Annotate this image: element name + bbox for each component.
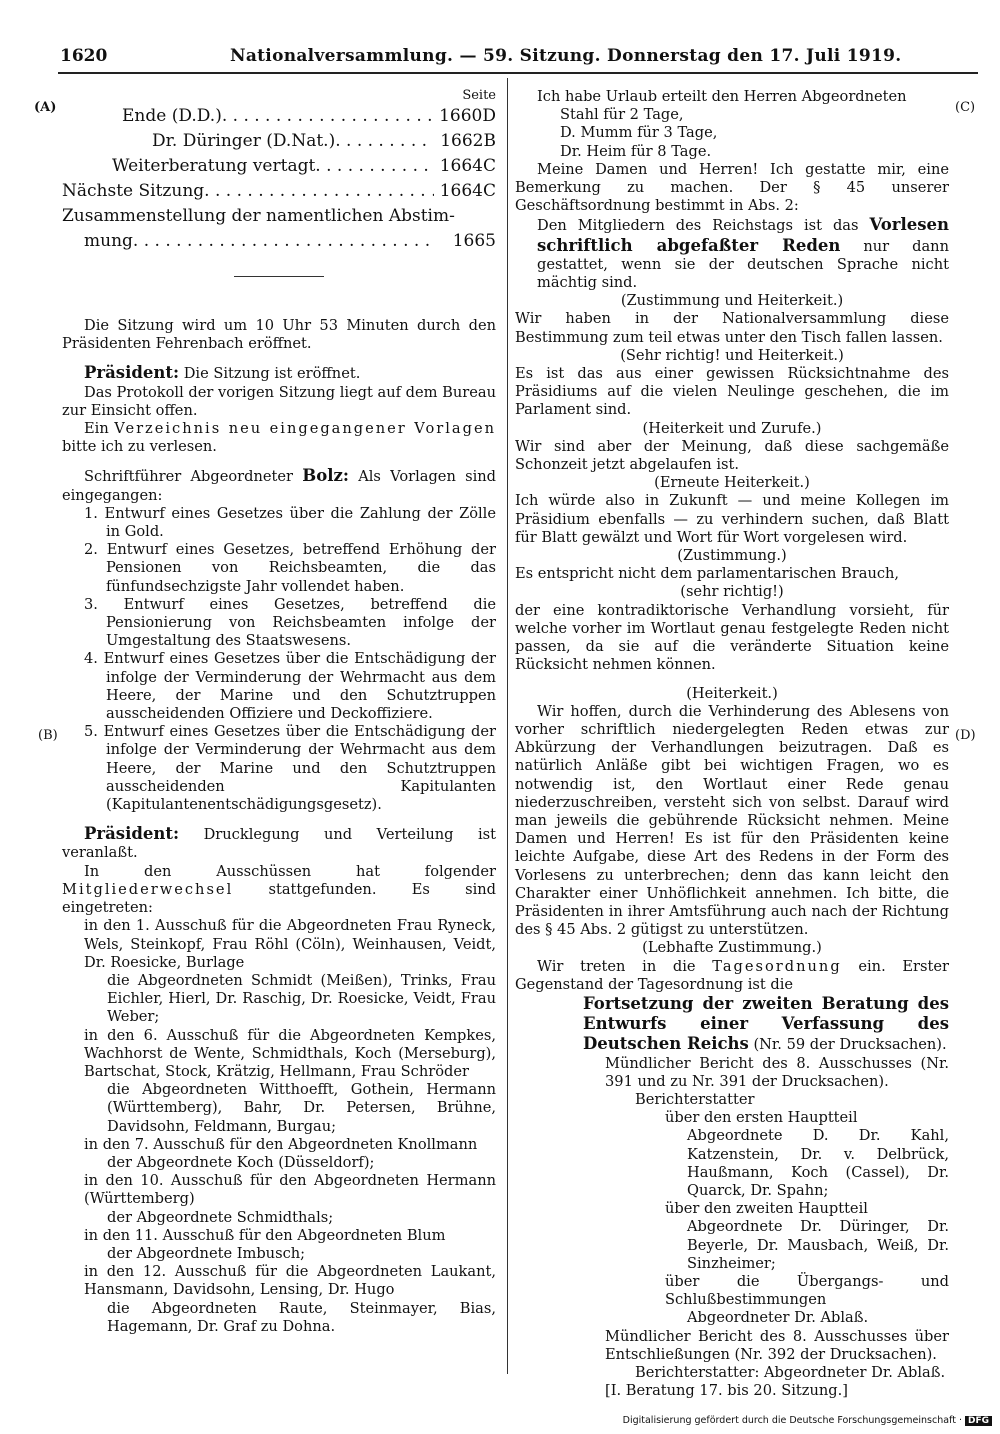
toc-label: mung bbox=[84, 231, 133, 251]
paragraph: Schriftführer Abgeordneter Bolz: Als Vorlagen sind eingegangen: bbox=[62, 466, 496, 504]
running-header bbox=[60, 44, 978, 72]
paragraph: der eine kontradiktorische Verhandlung vorsieht, für welche vorher im Wortlaut genau festgelegte Reden nicht passen, da sie auf die veränderte Situation keine Rücksicht nehmen können. bbox=[515, 601, 949, 674]
paragraph: Ein Verzeichnis neu eingegangener Vorlagen bitte ich zu verlesen. bbox=[62, 420, 497, 456]
toc-page: 1664C bbox=[439, 156, 496, 176]
committee-entry: in den 1. Ausschuß für die Abgeordneten Frau Ryneck, Wels, Steinkopf, Frau Röhl (Cöln), Weinhausen, Veidt, Dr. Roesicke, Burlage bbox=[84, 917, 496, 971]
toc-row bbox=[62, 129, 496, 154]
toc-page: 1664C bbox=[439, 181, 496, 201]
report-line: Mündlicher Bericht des 8. Ausschusses über Entschließungen (Nr. 392 der Drucksachen). bbox=[605, 1327, 949, 1363]
toc-label: Ende (D.D.) bbox=[122, 106, 222, 126]
interjection: (Sehr richtig! und Heiterkeit.) bbox=[620, 346, 844, 364]
separator-rule bbox=[234, 276, 324, 277]
quotation: Den Mitgliedern des Reichstags ist das Vorlesen schriftlich abgefaßter Reden nur dann gestattet, wenn sie der deutschen Sprache nicht mächtig sind. bbox=[537, 215, 949, 292]
report-line: Abgeordnete Dr. Düringer, Dr. Beyerle, Dr. Mausbach, Weiß, Dr. Sinzheimer; bbox=[687, 1218, 949, 1272]
speaker: Präsident: bbox=[84, 824, 180, 844]
committee-entry: die Abgeordneten Schmidt (Meißen), Trinks, Frau Eichler, Hierl, Dr. Raschig, Dr. Roesicke, Veidt, Frau Weber; bbox=[107, 971, 496, 1026]
committee-entry: der Abgeordnete Imbusch; bbox=[107, 1244, 306, 1262]
toc-page: 1662B bbox=[440, 131, 496, 151]
dfg-logo: DFG bbox=[965, 1416, 992, 1426]
paragraph: Ich habe Urlaub erteilt den Herren Abgeordneten bbox=[537, 88, 907, 105]
interjection: (Zustimmung und Heiterkeit.) bbox=[620, 292, 844, 310]
committee-entry: in den 11. Ausschuß für den Abgeordneten Blum bbox=[84, 1226, 446, 1244]
interjection: (sehr richtig!) bbox=[680, 583, 784, 601]
toc-label: Nächste Sitzung bbox=[62, 181, 205, 201]
committee-entry: in den 10. Ausschuß für den Abgeordneten Hermann (Württemberg) bbox=[84, 1172, 496, 1208]
interjection: (Lebhafte Zustimmung.) bbox=[642, 939, 822, 957]
agenda-title: Fortsetzung der zweiten Beratung des Entwurfs einer Verfassung des Deutschen Reichs bbox=[583, 993, 949, 1054]
margin-a: (A) bbox=[34, 100, 57, 115]
column-divider bbox=[507, 78, 508, 1374]
report-line: über die Übergangs- und Schlußbestimmungen bbox=[665, 1273, 949, 1309]
leave-entry: Stahl für 2 Tage, bbox=[560, 106, 684, 124]
toc-label: Weiterberatung vertagt bbox=[112, 156, 316, 176]
committee-entry: die Abgeordneten Raute, Steinmayer, Bias, Hagemann, Dr. Graf zu Dohna. bbox=[107, 1299, 496, 1335]
report-line: Abgeordnete D. Dr. Kahl, Katzenstein, Dr. v. Delbrück, Haußmann, Koch (Cassel), Dr. Quarck, Dr. Spahn; bbox=[687, 1127, 949, 1199]
interjection: (Heiterkeit und Zurufe.) bbox=[642, 419, 822, 437]
left-column bbox=[62, 88, 496, 1336]
report-line: über den zweiten Hauptteil bbox=[665, 1200, 868, 1218]
paragraph: Wir haben in der Nationalversammlung diese Bestimmung zum teil etwas unter den Tisch fallen lassen. bbox=[515, 310, 949, 346]
list-item: 1. Entwurf eines Gesetzes über die Zahlung der Zölle in Gold. bbox=[84, 504, 496, 541]
paragraph: Wir sind aber der Meinung, daß diese sachgemäße Schonzeit jetzt abgelaufen ist. bbox=[515, 437, 949, 474]
list-item: 5. Entwurf eines Gesetzes über die Entschädigung der infolge der Verminderung der Wehrmacht aus dem Heere, der Marine und den Schutztruppen ausscheidenden Kapitulanten (Kapitulantenentschädigungsgesetz). bbox=[84, 723, 496, 814]
toc-row bbox=[62, 229, 496, 254]
list-item: 4. Entwurf eines Gesetzes über die Entschädigung der infolge der Verminderung der Wehrmacht aus dem Heere, der Marine und den Schutztruppen ausscheidenden Offiziere und Deckoffiziere. bbox=[84, 650, 496, 723]
list-item: 3. Entwurf eines Gesetzes, betreffend die Pensionierung von Reichsbeamten infolge der Umgestaltung des Staatswesens. bbox=[84, 595, 496, 650]
committee-entry: der Abgeordnete Koch (Düsseldorf); bbox=[107, 1153, 375, 1171]
report-line: Abgeordneter Dr. Ablaß. bbox=[687, 1309, 869, 1327]
margin-b: (B) bbox=[38, 728, 58, 743]
toc-seite: Seite bbox=[462, 88, 496, 103]
committee-entry: der Abgeordnete Schmidthals; bbox=[107, 1208, 334, 1226]
page-number: 1620 bbox=[60, 46, 108, 66]
interjection: (Heiterkeit.) bbox=[686, 684, 778, 702]
report-line: Mündlicher Bericht des 8. Ausschusses (Nr. 391 und zu Nr. 391 der Drucksachen). bbox=[605, 1054, 949, 1090]
interjection: (Zustimmung.) bbox=[677, 547, 787, 565]
margin-c: (C) bbox=[955, 100, 976, 115]
table-of-contents bbox=[62, 88, 496, 254]
toc-label: Dr. Düringer (D.Nat.) bbox=[152, 131, 336, 151]
speaker: Bolz: bbox=[302, 466, 349, 486]
header-rule bbox=[58, 72, 978, 74]
paragraph: Präsident: Die Sitzung ist eröffnet. bbox=[84, 363, 361, 383]
committee-entry: in den 6. Ausschuß für die Abgeordneten Kempkes, Wachhorst de Wente, Schmidthals, Koch (Merseburg), Bartschat, Stock, Krätzig, Hellmann, Frau Schröder bbox=[84, 1026, 496, 1080]
paragraph: Das Protokoll der vorigen Sitzung liegt auf dem Bureau zur Einsicht offen. bbox=[62, 383, 496, 419]
footer-credit: Digitalisierung gefördert durch die Deutsche Forschungsgemeinschaft · DFG bbox=[623, 1415, 992, 1426]
leave-entry: D. Mumm für 3 Tage, bbox=[560, 124, 718, 142]
list-item: 2. Entwurf eines Gesetzes, betreffend Erhöhung der Pensionen von Reichsbeamten, die das fünfundsechzigste Jahr vollendet haben. bbox=[84, 541, 496, 595]
right-column bbox=[515, 88, 949, 1400]
paragraph: Präsident: Drucklegung und Verteilung ist veranlaßt. bbox=[62, 824, 496, 862]
opening-text: Die Sitzung wird um 10 Uhr 53 Minuten durch den Präsidenten Fehrenbach eröffnet. bbox=[62, 317, 496, 353]
report-line: Berichterstatter bbox=[635, 1090, 755, 1108]
report-line: Berichterstatter: Abgeordneter Dr. Ablaß. bbox=[635, 1364, 946, 1382]
report-line: [I. Beratung 17. bis 20. Sitzung.] bbox=[605, 1382, 848, 1400]
paragraph: Meine Damen und Herren! Ich gestatte mir, eine Bemerkung zu machen. Der § 45 unserer Geschäftsordnung bestimmt in Abs. 2: bbox=[515, 160, 949, 215]
toc-row bbox=[62, 179, 496, 204]
committee-entry: in den 7. Ausschuß für den Abgeordneten Knollmann bbox=[84, 1135, 478, 1153]
toc-page: 1665 bbox=[452, 231, 496, 251]
agenda-item: Fortsetzung der zweiten Beratung des Entwurfs einer Verfassung des Deutschen Reichs (Nr. 59 der Drucksachen). bbox=[583, 993, 949, 1054]
paragraph: Es ist das aus einer gewissen Rücksichtnahme des Präsidiums auf die vielen Neulinge geschehen, die im Parlament sind. bbox=[515, 365, 949, 419]
speaker: Präsident: bbox=[84, 363, 180, 383]
interjection: (Erneute Heiterkeit.) bbox=[654, 474, 810, 492]
paragraph: Es entspricht nicht dem parlamentarischen Brauch, bbox=[515, 565, 900, 583]
paragraph: Wir hoffen, durch die Verhinderung des Ablesens von vorher schriftlich niedergelegten Reden etwas zur Abkürzung der Verhandlungen beizutragen. Daß es natürlich Anläße gibt bei wichtigen Fragen, wo es notwendig ist, den Wortlaut einer Rede genau niederzuschreiben, versteht sich von selbst. Darauf wird man jeweils die gebührende Rücksicht nehmen. Meine Damen und Herren! Es ist für den Präsidenten keine leichte Aufgabe, diese Art des Redens in der Form des Vorlesens zu unterbrechen; denn das kann leicht den Charakter einer Unhöflichkeit annehmen. Ich bitte, die Präsidenten in ihrer Amtsführung auch nach der Richtung des § 45 Abs. 2 gütigst zu unterstützen. bbox=[515, 702, 949, 939]
committee-entry: die Abgeordneten Witthoefft, Gothein, Hermann (Württemberg), Bahr, Dr. Petersen, Brühne, Davidsohn, Feldmann, Burgau; bbox=[107, 1081, 496, 1135]
running-title: Nationalversammlung. — 59. Sitzung. Donnerstag den 17. Juli 1919. bbox=[230, 46, 902, 66]
report-line: über den ersten Hauptteil bbox=[665, 1109, 858, 1127]
leave-entry: Dr. Heim für 8 Tage. bbox=[560, 142, 712, 160]
toc-row bbox=[62, 154, 496, 179]
toc-row bbox=[62, 104, 496, 129]
paragraph: In den Ausschüssen hat folgender Mitgliederwechsel stattgefunden. Es sind eingetreten: bbox=[62, 862, 496, 917]
toc-page: 1660D bbox=[439, 106, 496, 126]
committee-entry: in den 12. Ausschuß für die Abgeordneten Laukant, Hansmann, Davidsohn, Lensing, Dr. Hugo bbox=[84, 1263, 496, 1299]
paragraph: Ich würde also in Zukunft — und meine Kollegen im Präsidium ebenfalls — zu verhindern suchen, daß Blatt für Blatt gewälzt und Wort für Wort vorgelesen wird. bbox=[515, 492, 949, 546]
paragraph: Wir treten in die Tagesordnung ein. Erster Gegenstand der Tagesordnung ist die bbox=[515, 957, 949, 993]
toc-last-line1: Zusammenstellung der namentlichen Abstim- bbox=[62, 206, 455, 226]
margin-d: (D) bbox=[955, 728, 976, 743]
